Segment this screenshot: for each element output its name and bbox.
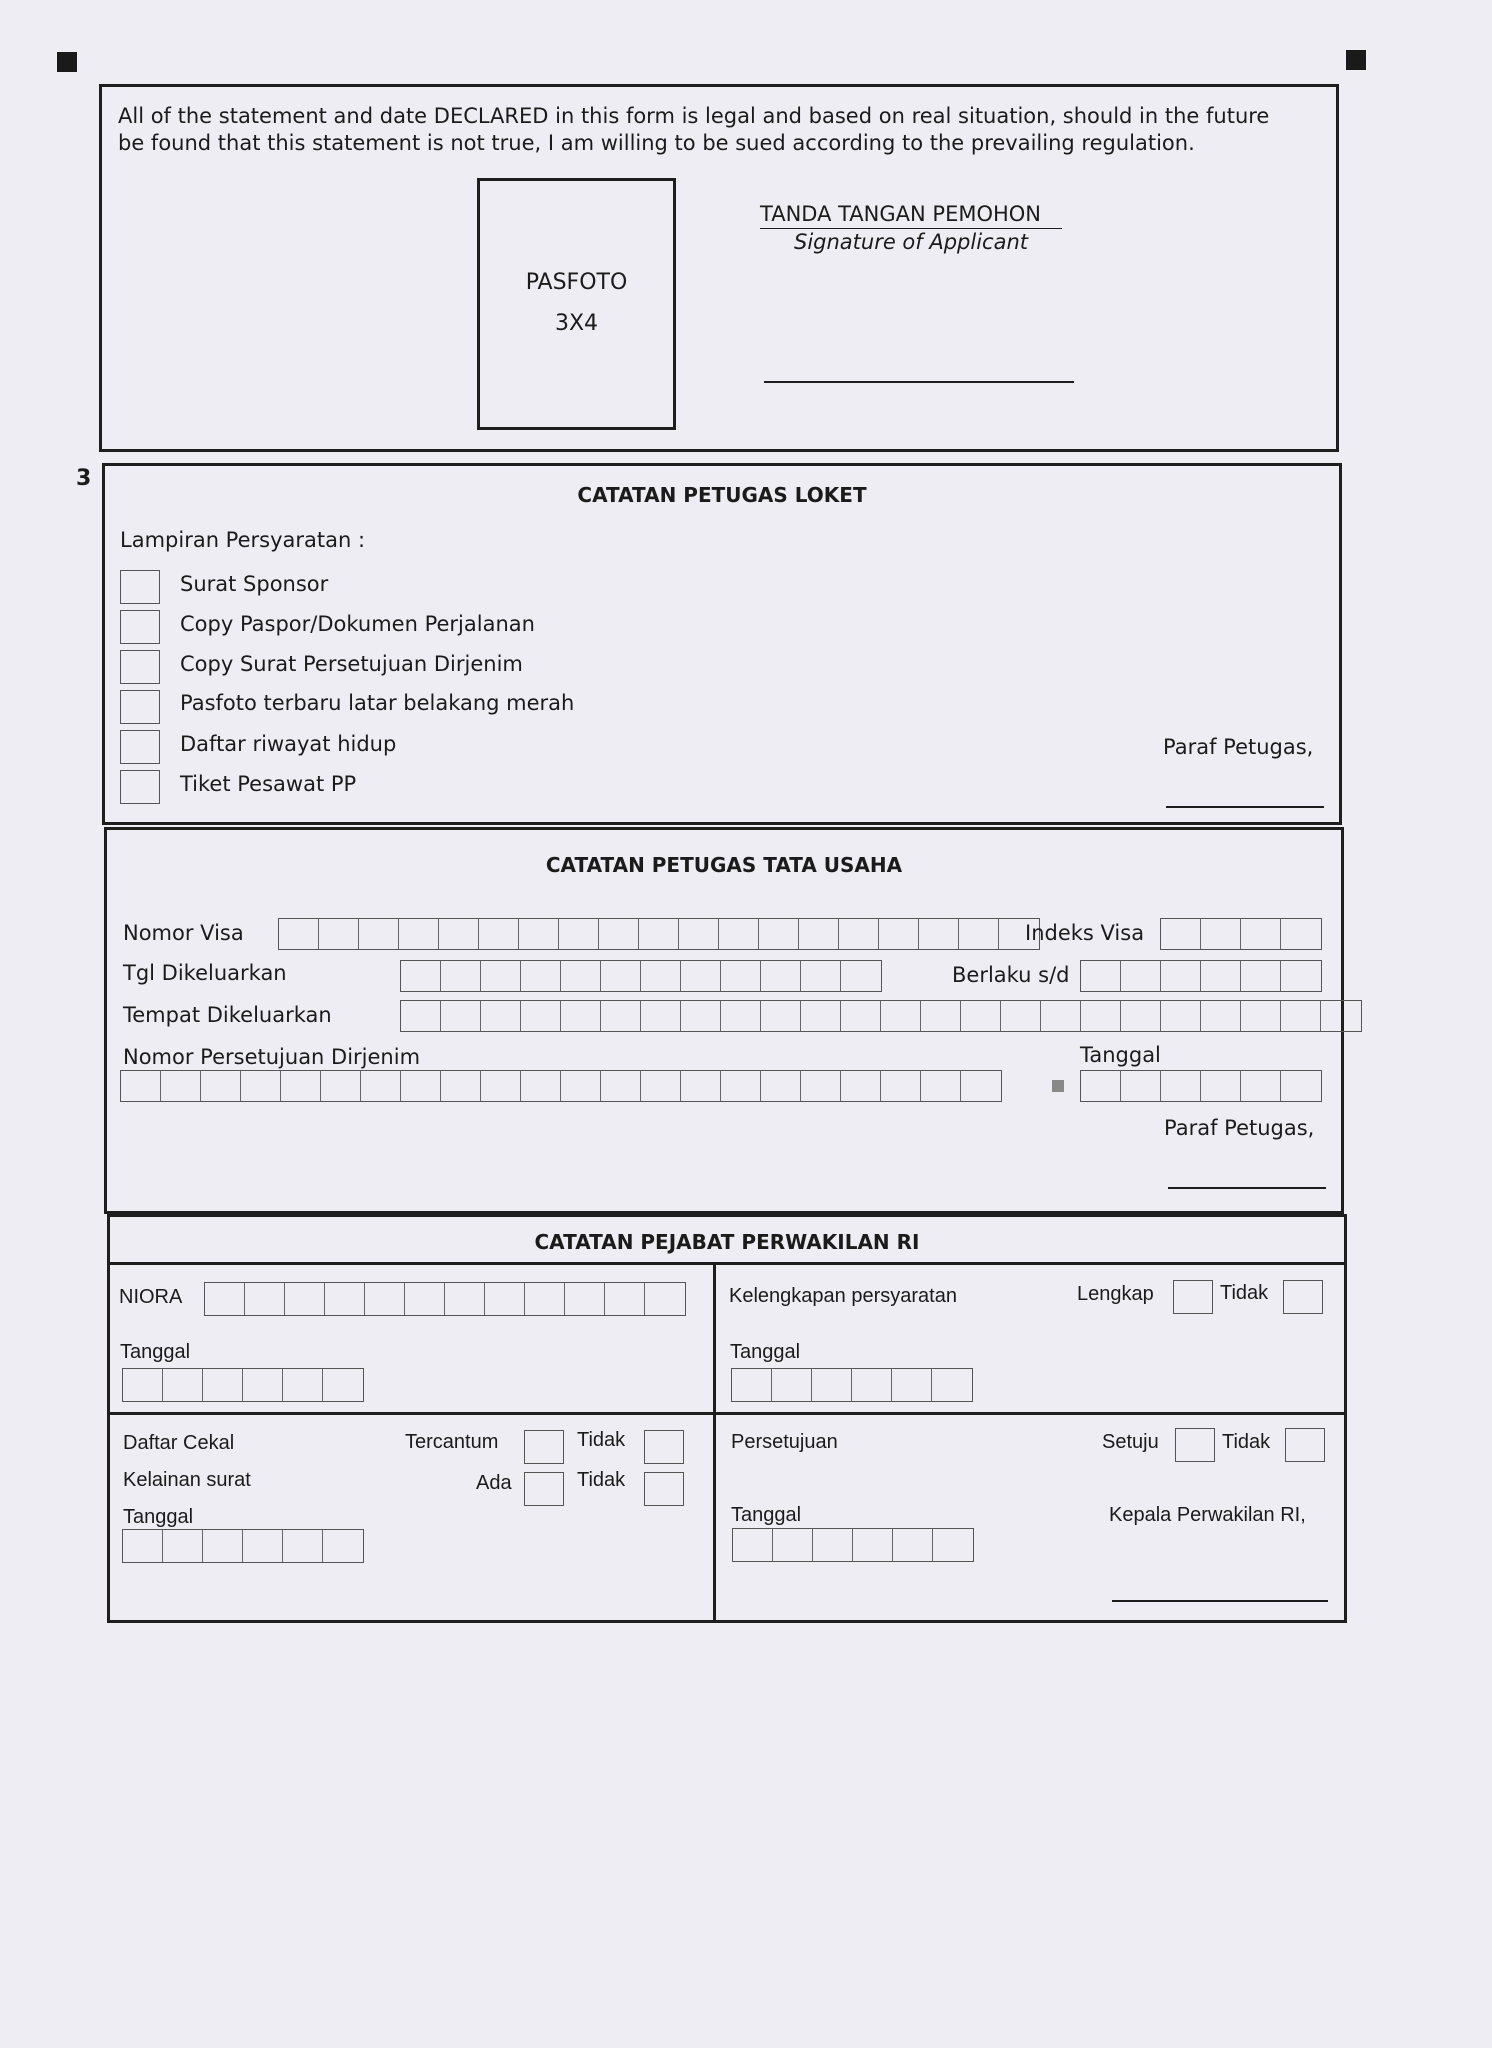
attachment-pasfoto: Pasfoto terbaru latar belakang merah [180, 691, 575, 715]
cekal-tanggal-field[interactable] [122, 1529, 364, 1563]
declaration-line-2: be found that this statement is not true, I am willing to be sued according to the prevailing regulation. [118, 131, 1195, 155]
berlaku-field[interactable] [1080, 960, 1322, 992]
kelengkapan-label: Kelengkapan persyaratan [729, 1285, 957, 1307]
kelainan-tidak-label: Tidak [577, 1469, 626, 1491]
daftar-cekal-label: Daftar Cekal [123, 1432, 235, 1454]
cekal-tidak-label: Tidak [577, 1429, 626, 1451]
checkbox-surat-sponsor[interactable] [120, 570, 160, 604]
persetujuan-tanggal-label: Tanggal [731, 1504, 802, 1526]
kelainan-tidak-checkbox[interactable] [644, 1472, 684, 1506]
registration-mark-right [1346, 50, 1366, 70]
tgl-dikeluarkan-label: Tgl Dikeluarkan [123, 961, 287, 985]
photo-box [477, 178, 676, 430]
persetujuan-tidak-label: Tidak [1222, 1431, 1271, 1453]
checkbox-pasfoto[interactable] [120, 690, 160, 724]
attachment-surat-sponsor: Surat Sponsor [180, 572, 329, 596]
section-number: 3 [76, 466, 92, 491]
kelengkapan-tidak-label: Tidak [1220, 1282, 1269, 1304]
applicant-signature-line [764, 381, 1074, 383]
signature-title-underline [760, 228, 1062, 229]
checkbox-daftar-riwayat[interactable] [120, 730, 160, 764]
persetujuan-tanggal-field[interactable] [732, 1528, 974, 1562]
attachment-copy-surat-persetujuan: Copy Surat Persetujuan Dirjenim [180, 652, 523, 676]
signature-subtitle: Signature of Applicant [793, 230, 1028, 254]
tempat-dikeluarkan-label: Tempat Dikeluarkan [123, 1003, 332, 1027]
setuju-checkbox[interactable] [1175, 1428, 1215, 1462]
separator-dot [1052, 1080, 1064, 1092]
perwakilan-title: CATATAN PEJABAT PERWAKILAN RI [534, 1230, 920, 1254]
kelainan-surat-label: Kelainan surat [123, 1469, 251, 1491]
berlaku-label: Berlaku s/d [952, 963, 1070, 987]
perwakilan-row-divider [107, 1412, 1347, 1415]
tgl-dikeluarkan-field[interactable] [400, 960, 882, 992]
perwakilan-column-divider [713, 1262, 716, 1623]
niora-field[interactable] [204, 1282, 686, 1316]
lengkap-label: Lengkap [1077, 1283, 1154, 1305]
attachment-daftar-riwayat: Daftar riwayat hidup [180, 732, 397, 756]
registration-mark-left [57, 52, 77, 72]
loket-paraf-line[interactable] [1166, 806, 1324, 808]
signature-title: TANDA TANGAN PEMOHON [760, 202, 1042, 226]
attachment-tiket-pesawat: Tiket Pesawat PP [180, 772, 357, 796]
ada-label: Ada [476, 1472, 512, 1494]
checkbox-copy-surat-persetujuan[interactable] [120, 650, 160, 684]
tata-usaha-title: CATATAN PETUGAS TATA USAHA [545, 853, 903, 877]
cekal-tanggal-label: Tanggal [123, 1506, 194, 1528]
declaration-line-1: All of the statement and date DECLARED in this form is legal and based on real situation, should in the future [118, 104, 1270, 128]
niora-tanggal-field[interactable] [122, 1368, 364, 1402]
kelengkapan-tanggal-field[interactable] [731, 1368, 973, 1402]
tempat-dikeluarkan-field[interactable] [400, 1000, 1362, 1032]
loket-title: CATATAN PETUGAS LOKET [577, 483, 867, 507]
kelengkapan-tanggal-label: Tanggal [730, 1341, 801, 1363]
tercantum-label: Tercantum [405, 1431, 499, 1453]
checkbox-tiket-pesawat[interactable] [120, 770, 160, 804]
tata-usaha-tanggal-label: Tanggal [1080, 1043, 1161, 1067]
ada-checkbox[interactable] [524, 1472, 564, 1506]
photo-label: PASFOTO [525, 270, 628, 295]
attachment-copy-paspor: Copy Paspor/Dokumen Perjalanan [180, 612, 535, 636]
indeks-visa-label: Indeks Visa [1025, 921, 1145, 945]
kepala-perwakilan-label: Kepala Perwakilan RI, [1109, 1504, 1306, 1526]
perwakilan-title-divider [107, 1262, 1347, 1265]
nomor-persetujuan-label: Nomor Persetujuan Dirjenim [123, 1045, 421, 1069]
cekal-tidak-checkbox[interactable] [644, 1430, 684, 1464]
lengkap-checkbox[interactable] [1173, 1280, 1213, 1314]
kepala-signature-line[interactable] [1112, 1600, 1328, 1602]
loket-paraf-label: Paraf Petugas, [1163, 735, 1314, 759]
setuju-label: Setuju [1102, 1431, 1159, 1453]
nomor-persetujuan-field[interactable] [120, 1070, 1002, 1102]
tercantum-checkbox[interactable] [524, 1430, 564, 1464]
niora-tanggal-label: Tanggal [120, 1341, 191, 1363]
indeks-visa-field[interactable] [1160, 918, 1322, 950]
attachments-label: Lampiran Persyaratan : [120, 528, 366, 552]
tata-usaha-paraf-line[interactable] [1168, 1187, 1326, 1189]
photo-size: 3X4 [554, 311, 599, 336]
nomor-visa-label: Nomor Visa [123, 921, 244, 945]
kelengkapan-tidak-checkbox[interactable] [1283, 1280, 1323, 1314]
checkbox-copy-paspor[interactable] [120, 610, 160, 644]
persetujuan-label: Persetujuan [731, 1431, 838, 1453]
nomor-visa-field[interactable] [278, 918, 1040, 950]
niora-label: NIORA [119, 1286, 183, 1308]
main-form-frame [102, 463, 1342, 825]
tata-usaha-paraf-label: Paraf Petugas, [1164, 1116, 1315, 1140]
persetujuan-tidak-checkbox[interactable] [1285, 1428, 1325, 1462]
tata-usaha-tanggal-field[interactable] [1080, 1070, 1322, 1102]
